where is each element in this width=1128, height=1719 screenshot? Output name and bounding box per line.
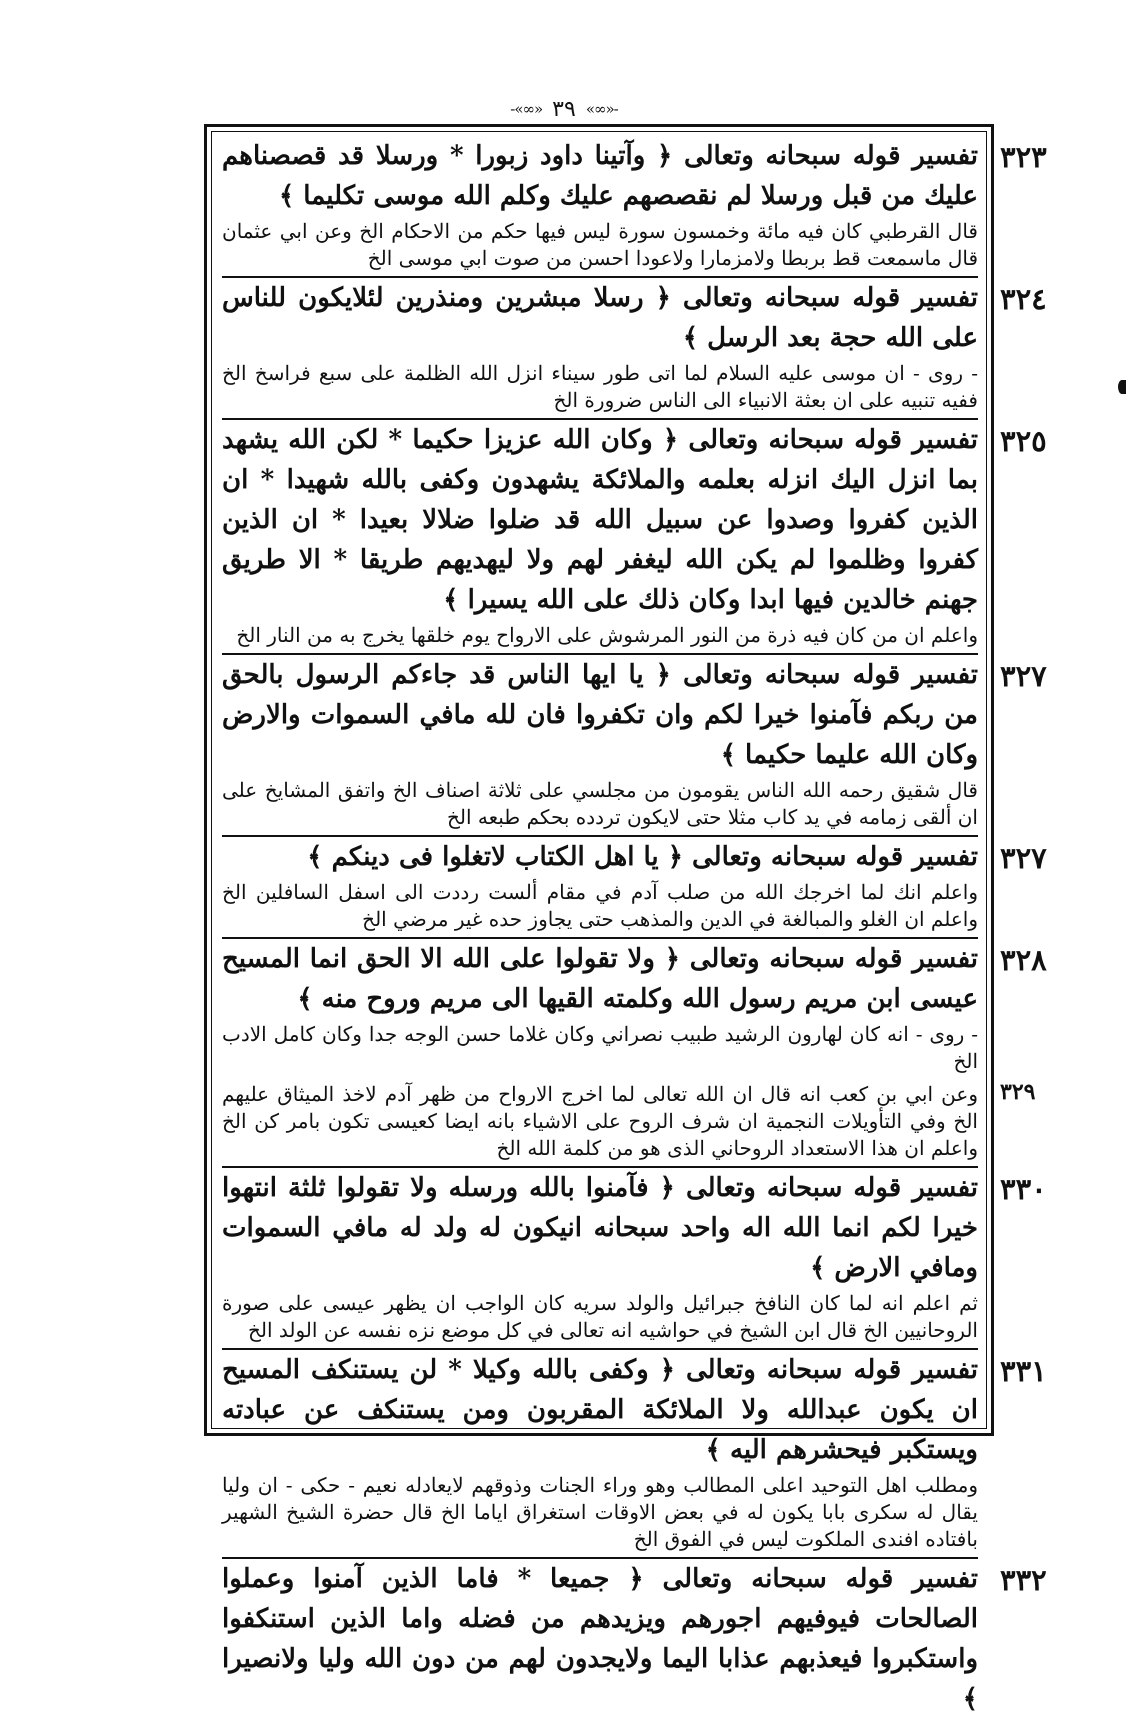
entry-number: ٣٢٣ <box>1000 140 1047 174</box>
entry-number: ٣٣٢ <box>1000 1563 1047 1597</box>
page-header <box>0 94 1128 124</box>
entry-332 <box>222 1559 1047 1719</box>
verse-text: تفسير قوله سبحانه وتعالى ﴿ وآتينا داود زبورا * ورسلا قد قصصناهم عليك من قبل ورسلا لم نقصصهم عليك وكلم الله موسى تكليما ﴾ <box>222 141 978 211</box>
ornament-right-icon: «∞»- <box>585 100 618 118</box>
entry-number: ٣٢٨ <box>1000 943 1047 977</box>
text-body <box>222 136 1047 1719</box>
commentary-text: - روى - انه كان لهارون الرشيد طبيب نصراني وكان غلاما حسن الوجه جدا وكان كامل الادب الخ <box>222 1022 978 1073</box>
verse-text: تفسير قوله سبحانه وتعالى ﴿ يا ايها الناس قد جاءكم الرسول بالحق من ربكم فآمنوا خيرا لكم وان تكفروا فان لله مافي السموات والارض وكان الله عليما حكيما ﴾ <box>222 660 978 770</box>
margin-mark-icon <box>1118 380 1126 394</box>
commentary-text: قال شقيق رحمه الله الناس يقومون من مجلسي على ثلاثة اصناف الخ واتفق المشايخ على ان ألقى زمامه في يد كاب مثلا حتى لايكون تردده بحكم طبعه الخ <box>222 778 978 829</box>
commentary-text: واعلم ان من كان فيه ذرة من النور المرشوش على الارواح يوم خلقها يخرج به من النار الخ <box>236 623 978 647</box>
verse-text: تفسير قوله سبحانه وتعالى ﴿ جميعا * فاما الذين آمنوا وعملوا الصالحات فيوفيهم اجورهم ويزيدهم من فضله واما الذين استنكفوا واستكبروا فيعذبهم عذابا اليما ولايجدون لهم من دون الله وليا ولانصيرا ﴾ <box>222 1564 978 1714</box>
entry-327a <box>222 655 1047 837</box>
entry-328 <box>222 939 1047 1079</box>
entry-325 <box>222 420 1047 655</box>
verse-text: تفسير قوله سبحانه وتعالى ﴿ فآمنوا بالله ورسله ولا تقولوا ثلثة انتهوا خيرا لكم انما الله اله واحد سبحانه انيكون له ولد له مافي السموات ومافي الارض ﴾ <box>222 1173 978 1283</box>
verse-text: تفسير قوله سبحانه وتعالى ﴿ وكفى بالله وكيلا * لن يستنكف المسيح ان يكون عبدالله ولا الملائكة المقربون ومن يستنكف عن عبادته ويستكبر فيحشرهم اليه ﴾ <box>222 1355 978 1465</box>
commentary-text: ومطلب اهل التوحيد اعلى المطالب وهو وراء الجنات وذوقهم لايعادله نعيم - حكى - ان وليا يقال له سكرى بابا يكون له في بعض الاوقات استغراق اياما الخ قال حضرة الشيخ الشهير بافتاده افندى الملكوت ليس في الفوق الخ <box>222 1473 978 1551</box>
entry-330 <box>222 1168 1047 1350</box>
entry-number: ٣٣٠ <box>1000 1172 1047 1206</box>
entry-number: ٣٣١ <box>1000 1354 1047 1388</box>
ornament-left-icon: -«∞» <box>510 100 543 118</box>
commentary-text: وعن ابي بن كعب انه قال ان الله تعالى لما اخرج الارواح من ظهر آدم لاخذ الميثاق عليهم الخ وفي التأويلات النجمية ان شرف الروح على الاشياء بانه ايضا كعيسى تكون بامر كن الخ واعلم ان هذا الاستعداد الروحاني الذى هو من كلمة الله الخ <box>222 1082 978 1160</box>
entry-number: ٣٢٥ <box>1000 424 1047 458</box>
commentary-text: واعلم انك لما اخرجك الله من صلب آدم في مقام ألست رددت الى اسفل السافلين الخ واعلم ان الغلو والمبالغة في الدين والمذهب حتى يجاوز حده غير مرضي الخ <box>222 880 978 931</box>
entry-number: ٣٢٧ <box>1000 659 1047 693</box>
verse-text: تفسير قوله سبحانه وتعالى ﴿ وكان الله عزيزا حكيما * لكن الله يشهد بما انزل اليك انزله بعلمه والملائكة يشهدون وكفى بالله شهيدا * ان الذين كفروا وصدوا عن سبيل الله قد ضلوا ضلالا بعيدا * ان الذين كفروا وظلموا لم يكن الله ليغفر لهم ولا ليهديهم طريقا * الا طريق جهنم خالدين فيها ابدا وكان ذلك على الله يسيرا ﴾ <box>222 425 978 615</box>
verse-text: تفسير قوله سبحانه وتعالى ﴿ ولا تقولوا على الله الا الحق انما المسيح عيسى ابن مريم رسول الله وكلمته القيها الى مريم وروح منه ﴾ <box>222 944 978 1014</box>
commentary-text: - روى - ان موسى عليه السلام لما اتى طور سيناء انزل الله الظلمة على سبع فراسخ الخ ففيه تنبيه على ان بعثة الانبياء الى الناس ضرورة الخ <box>222 361 978 412</box>
entry-327b <box>222 837 1047 939</box>
verse-text: تفسير قوله سبحانه وتعالى ﴿ رسلا مبشرين ومنذرين لئلايكون للناس على الله حجة بعد الرسل ﴾ <box>222 283 978 353</box>
entry-323 <box>222 136 1047 278</box>
verse-text: تفسير قوله سبحانه وتعالى ﴿ يا اهل الكتاب لاتغلوا فى دينكم ﴾ <box>307 842 978 872</box>
entry-number: ٣٢٩ <box>1000 1079 1036 1105</box>
entry-331 <box>222 1350 1047 1559</box>
entry-329 <box>222 1079 1036 1168</box>
entry-number: ٣٢٧ <box>1000 841 1047 875</box>
page-number: ٣٩ <box>552 96 576 122</box>
entry-324 <box>222 278 1047 420</box>
commentary-text: قال القرطبي كان فيه مائة وخمسون سورة ليس فيها حكم من الاحكام الخ وعن ابي عثمان قال ماسمعت قط بربطا ولامزمارا ولاعودا احسن من صوت ابي موسى الخ <box>222 219 978 270</box>
entry-number: ٣٢٤ <box>1000 282 1047 316</box>
commentary-text: ثم اعلم انه لما كان النافخ جبرائيل والولد سريه كان الواجب ان يظهر عيسى على صورة الروحانيين الخ قال ابن الشيخ في حواشيه انه تعالى في كل موضع نزه نفسه عن الولد الخ <box>222 1291 978 1342</box>
